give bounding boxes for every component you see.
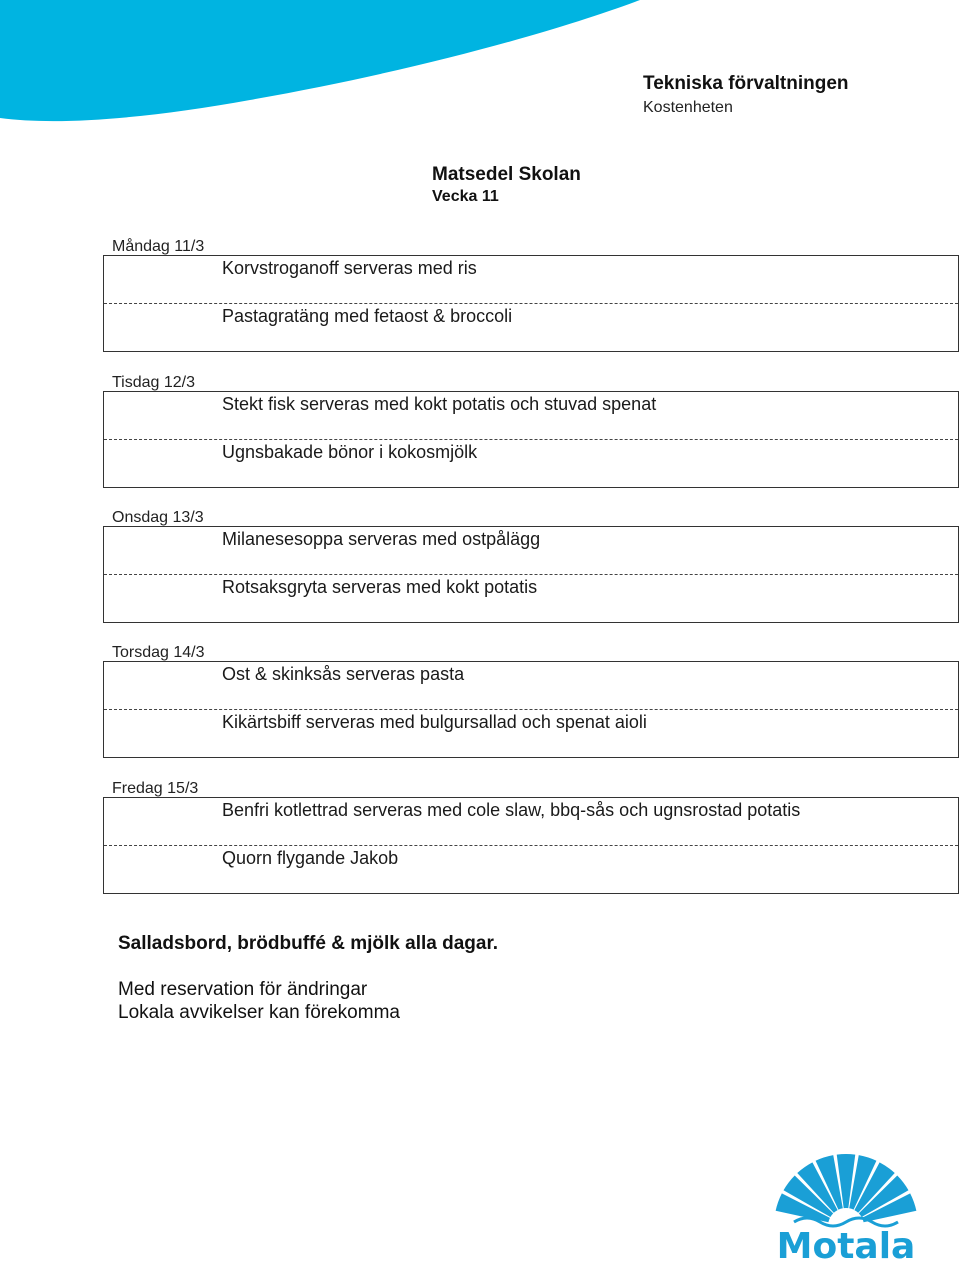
dish-divider — [104, 574, 958, 575]
dish-table — [103, 255, 959, 352]
local-deviation-note: Lokala avvikelser kan förekomma — [118, 1002, 400, 1023]
day-label: Måndag 11/3 — [112, 238, 205, 255]
organization-name: Tekniska förvaltningen — [643, 73, 849, 94]
motala-logo — [764, 1152, 928, 1268]
dish-main: Benfri kotlettrad serveras med cole slaw, bbq-sås och ugnsrostad potatis — [222, 800, 801, 820]
dish-table — [103, 391, 959, 488]
day-label: Onsdag 13/3 — [112, 509, 204, 526]
dish-table — [103, 661, 959, 758]
week-label: Vecka 11 — [432, 188, 499, 205]
dish-divider — [104, 303, 958, 304]
dish-divider — [104, 439, 958, 440]
header-banner — [0, 0, 700, 140]
dish-divider — [104, 845, 958, 846]
dish-divider — [104, 709, 958, 710]
day-label: Fredag 15/3 — [112, 780, 199, 797]
reservation-note: Med reservation för ändringar — [118, 979, 368, 1000]
dish-main: Korvstroganoff serveras med ris — [222, 258, 477, 278]
page-title: Matsedel Skolan — [432, 164, 581, 185]
day-label: Tisdag 12/3 — [112, 374, 196, 391]
dish-alternative: Ugnsbakade bönor i kokosmjölk — [222, 442, 478, 462]
unit-name: Kostenheten — [643, 99, 733, 116]
motala-sun-logo-icon — [764, 1152, 928, 1232]
footer-notes — [118, 932, 498, 1024]
dish-alternative: Kikärtsbiff serveras med bulgursallad och spenat aioli — [222, 712, 647, 732]
menu-heading — [432, 164, 581, 207]
dish-table — [103, 797, 959, 894]
salad-bar-note: Salladsbord, brödbuffé & mjölk alla dagar. — [118, 933, 499, 954]
banner-wave-shape — [0, 0, 700, 140]
logo-wordmark: Motala — [776, 1226, 916, 1267]
department-header — [643, 72, 849, 119]
dish-table — [103, 526, 959, 623]
dish-alternative: Rotsaksgryta serveras med kokt potatis — [222, 577, 538, 597]
day-label: Torsdag 14/3 — [112, 644, 205, 661]
dish-main: Stekt fisk serveras med kokt potatis och stuvad spenat — [222, 394, 657, 414]
dish-alternative: Pastagratäng med fetaost & broccoli — [222, 306, 513, 326]
logo-wave — [794, 1218, 898, 1226]
dish-main: Ost & skinksås serveras pasta — [222, 664, 465, 684]
dish-alternative: Quorn flygande Jakob — [222, 848, 399, 868]
dish-main: Milanesesoppa serveras med ostpålägg — [222, 529, 541, 549]
